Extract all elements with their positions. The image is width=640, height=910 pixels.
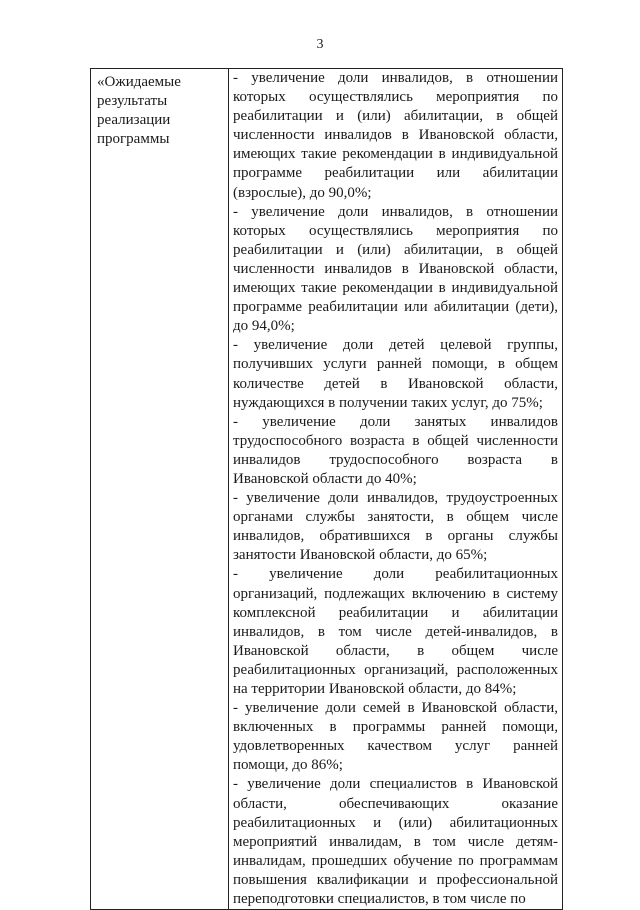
left-heading-cell	[91, 69, 229, 910]
result-item: - увеличение доли семей в Ивановской области, включенных в программы ранней помощи, удовлетворенных качеством услуг ранней помощи, до 86%;	[233, 700, 558, 774]
result-item: - увеличение доли реабилитационных организаций, подлежащих включению в систему комплексной реабилитации и абилитации инвалидов, в том числе детей-инвалидов, в Ивановской области, в общем числе реабилитационных организаций, расположенных на территории Ивановской области, до 84%;	[233, 566, 558, 697]
result-item: - увеличение доли занятых инвалидов трудоспособного возраста в общей численности инвалидов трудоспособного возраста в Ивановской области до 40%;	[233, 413, 558, 487]
result-item: - увеличение доли инвалидов, в отношении которых осуществлялись мероприятия по реабилитации и (или) абилитации, в общей численности инвалидов в Ивановской области, имеющих такие рекомендации в индивидуальной программе реабилитации или абилитации (взрослые), до 90,0%;	[233, 70, 558, 201]
result-item: - увеличение доли специалистов в Ивановской области, обеспечивающих оказание реабилитационных и (или) абилитационных мероприятий инвалидам, в том числе детям-инвалидам, прошедших обучение по программам повышения квалификации и профессиональной переподготовки специалистов, в том числе по	[233, 776, 558, 908]
page-number: 3	[316, 37, 324, 52]
program-results-table	[90, 68, 563, 910]
result-item: - увеличение доли инвалидов, трудоустроенных органами службы занятости, в общем числе инвалидов, обратившихся в органы службы занятости Ивановской области, до 65%;	[233, 490, 558, 564]
results-list-cell	[229, 69, 563, 910]
results-list	[229, 69, 562, 909]
result-item: - увеличение доли детей целевой группы, получивших услуги ранней помощи, в общем количестве детей в Ивановской области, нуждающихся в получении таких услуг, до 75%;	[233, 337, 558, 411]
table-row	[91, 69, 563, 910]
expected-results-heading: «Ожидаемые результаты реализации программы	[97, 74, 181, 147]
result-item: - увеличение доли инвалидов, в отношении которых осуществлялись мероприятия по реабилитации и (или) абилитации, в общей численности инвалидов в Ивановской области, имеющих такие рекомендации в индивидуальной программе реабилитации или абилитации (дети), до 94,0%;	[233, 203, 558, 335]
